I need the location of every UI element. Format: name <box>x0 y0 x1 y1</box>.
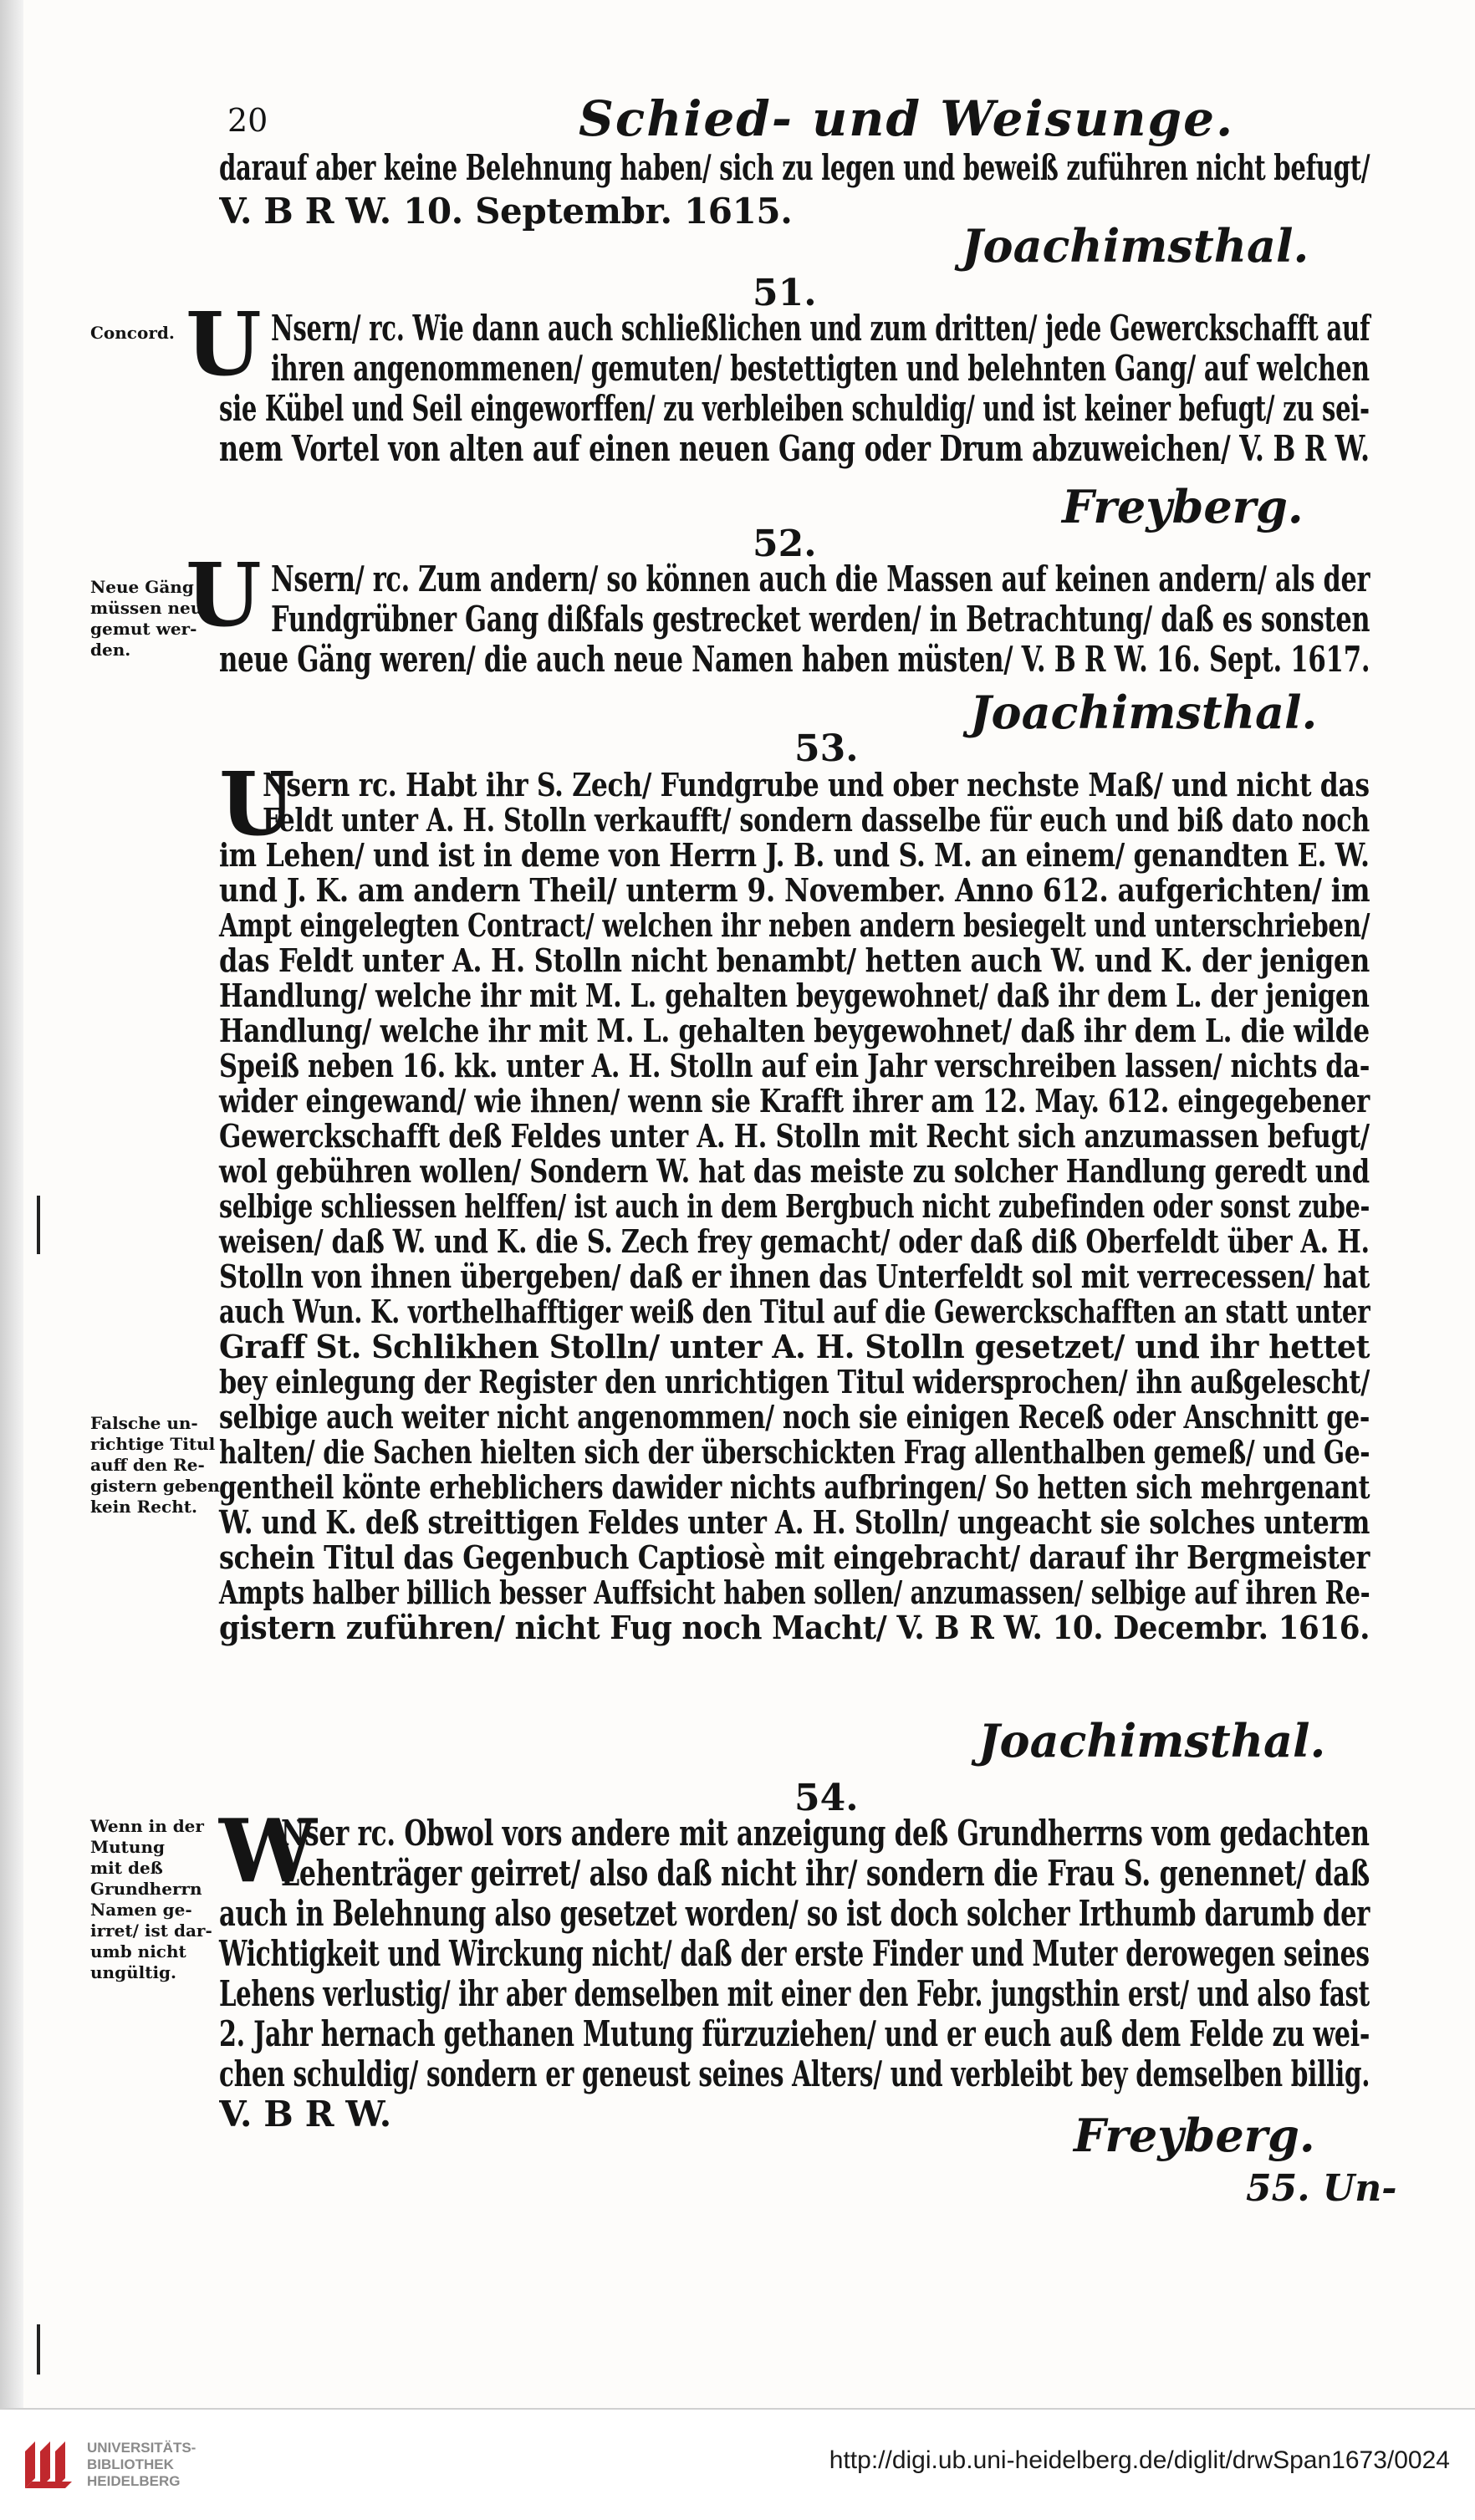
margin-note-line: kein Recht. <box>90 1497 197 1517</box>
text-line: Stolln von ihnen übergeben/ daß er ihnen das Unterfeldt sol mit verrecessen/ hat <box>219 1257 1370 1295</box>
text-line: sie Kübel und Seil eingeworffen/ zu verbleiben schuldig/ und ist keiner befugt/ zu sei- <box>219 388 1370 429</box>
text-line: W. und K. deß streittigen Feldes unter A. H. Stolln/ ungeacht sie solches unterm <box>219 1503 1370 1541</box>
text-line: Feldt unter A. H. Stolln verkaufft/ sondern dasselbe für euch und biß dato noch <box>263 801 1370 839</box>
text-line: ihren angenommenen/ gemuten/ bestettigten und belehnten Gang/ auf welchen <box>271 348 1370 389</box>
margin-note-line: gemut wer- <box>90 619 197 639</box>
text-line: Nsern/ rc. Wie dann auch schließlichen und zum dritten/ jede Gewerckschafft auf <box>271 308 1370 349</box>
place-name: Freyberg. <box>1062 480 1304 533</box>
text-line: wider eingewand/ wie ihnen/ wenn sie Krafft ihrer am 12. May. 612. eingegebener <box>219 1082 1370 1120</box>
margin-note-line: Grundherrn <box>90 1879 202 1899</box>
catchword: 55. Un- <box>1246 2167 1397 2210</box>
margin-note-line: umb nicht <box>90 1941 186 1961</box>
text-line: neue Gäng weren/ die auch neue Namen haben müsten/ V. B R W. 16. Sept. 1617. <box>219 639 1370 680</box>
margin-note-line: ungültig. <box>90 1962 176 1982</box>
running-title: Schied- und Weisunge. <box>579 90 1235 147</box>
drop-cap: U <box>219 752 295 855</box>
drop-cap: W <box>219 1799 317 1902</box>
margin-note-line: auff den Re- <box>90 1455 205 1475</box>
margin-note-line: mit deß <box>90 1858 163 1878</box>
margin-note-line: Wenn in der <box>90 1816 204 1836</box>
margin-note-line: den. <box>90 640 131 660</box>
footer-bar <box>0 2408 1475 2520</box>
text-line: Handlung/ welche ihr mit M. L. gehalten beygewohnet/ daß ihr dem L. die wilde <box>219 1012 1370 1049</box>
place-name: Joachimsthal. <box>962 219 1309 273</box>
text-line: auch Wun. K. vorthelhafftiger weiß den Titul auf die Gewerckschafften an statt unter <box>219 1293 1370 1330</box>
text-line: Handlung/ welche ihr mit M. L. gehalten beygewohnet/ daß ihr dem L. der jenigen <box>219 977 1370 1014</box>
entry-number: 53. <box>794 727 859 770</box>
text-line: weisen/ daß W. und K. die S. Zech frey gemacht/ oder daß diß Oberfeldt über A. H. <box>219 1222 1370 1260</box>
text-line: selbige schliessen helffen/ ist auch in dem Bergbuch nicht zubefinden oder sonst zube- <box>219 1187 1370 1225</box>
margin-note-line: gistern geben <box>90 1476 220 1496</box>
margin-note-line: Concord. <box>90 323 175 343</box>
place-name: Freyberg. <box>1074 2109 1315 2162</box>
text-line: auch in Belehnung also gesetzet worden/ so ist doch solcher Irthumb darumb der <box>219 1893 1370 1934</box>
margin-note-line: Mutung <box>90 1837 165 1857</box>
text-line: nem Vortel von alten auf einen neuen Gang oder Drum abzuweichen/ V. B R W. <box>219 428 1370 469</box>
library-name-line: HEIDELBERG <box>87 2473 181 2489</box>
library-logo-icon <box>18 2435 79 2495</box>
entry-number: 52. <box>753 523 817 565</box>
library-name-line: UNIVERSITÄTS- <box>87 2440 196 2456</box>
text-line: gistern zuführen/ nicht Fug noch Macht/ V. B R W. 10. Decembr. 1616. <box>219 1609 1370 1646</box>
text-line: Ampts halber billich besser Auffsicht haben sollen/ anzumassen/ selbige auf ihren Re- <box>219 1574 1370 1611</box>
drop-cap: U <box>186 293 262 395</box>
place-name: Joachimsthal. <box>978 1714 1326 1768</box>
text-line: gentheil könte erheblichers dawider nichts aufbringen/ So hetten sich mehrgenant <box>219 1468 1370 1506</box>
text-line: Speiß neben 16. kk. unter A. H. Stolln auf ein Jahr verschreiben lassen/ nichts da- <box>219 1047 1370 1084</box>
library-name <box>87 2440 196 2490</box>
text-line: Fundgrübner Gang dißfals gestrecket werden/ in Betrachtung/ daß es sonsten <box>271 599 1370 640</box>
text-line: Wichtigkeit und Wirckung nicht/ daß der erste Finder und Muter derowegen seines <box>219 1933 1370 1974</box>
text-line: im Lehen/ und ist in deme von Herrn J. B. und S. M. an einem/ genandten E. W. <box>219 836 1370 874</box>
text-line: Ampt eingelegten Contract/ welchen ihr neben andern besiegelt und unterschrieben/ <box>219 906 1370 944</box>
source-url-link[interactable]: http://digi.ub.uni-heidelberg.de/diglit/drwSpan1673/0024 <box>829 2446 1450 2474</box>
margin-note <box>90 577 214 661</box>
page-number: 20 <box>227 102 268 139</box>
entry-number: 51. <box>753 272 817 314</box>
library-name-line: BIBLIOTHEK <box>87 2456 174 2472</box>
text-line: Nsern/ rc. Zum andern/ so können auch die Massen auf keinen andern/ als der <box>271 559 1370 599</box>
text-line: Nsern rc. Habt ihr S. Zech/ Fundgrube und ober nechste Maß/ und nicht das <box>263 766 1370 803</box>
text-line: chen schuldig/ sondern er geneust seines Alters/ und verbleibt bey demselben billig. <box>219 2053 1370 2094</box>
margin-note <box>90 323 214 344</box>
text-line: selbige auch weiter nicht angenommen/ noch sie einigen Receß oder Anschnitt ge- <box>219 1398 1370 1436</box>
margin-note <box>90 1816 214 1983</box>
margin-note <box>90 1413 220 1518</box>
margin-note-line: irret/ ist dar- <box>90 1921 212 1941</box>
margin-note-line: müssen neu <box>90 598 203 618</box>
margin-mark <box>37 1196 40 1254</box>
text-line: Nser rc. Obwol vors andere mit anzeigung deß Grundherrns vom gedachten <box>281 1813 1370 1854</box>
text-line: wol gebühren wollen/ Sondern W. hat das meiste zu solcher Handlung geredt und <box>219 1152 1370 1190</box>
margin-note-line: Falsche un- <box>90 1413 198 1433</box>
margin-note-line: Neue Gäng <box>90 577 194 597</box>
text-line: das Feldt unter A. H. Stolln nicht benambt/ hetten auch W. und K. der jenigen <box>219 941 1370 979</box>
drop-cap: U <box>186 543 262 646</box>
text-line: halten/ die Sachen hielten sich der überschickten Frag allenthalben gemeß/ und Ge- <box>219 1433 1370 1471</box>
text-line: Gewerckschafft deß Feldes unter A. H. Stolln mit Recht sich anzumassen befugt/ <box>219 1117 1370 1155</box>
text-line: Lehens verlustig/ ihr aber demselben mit einer den Febr. jungsthin erst/ und also fast <box>219 1973 1370 2014</box>
text-line: bey einlegung der Register den unrichtigen Titul widersprochen/ ihn außgelescht/ <box>219 1363 1370 1400</box>
place-name: Joachimsthal. <box>970 686 1318 739</box>
text-line: und J. K. am andern Theil/ unterm 9. November. Anno 612. aufgerichten/ im <box>219 871 1370 909</box>
text-line: darauf aber keine Belehnung haben/ sich zu legen und beweiß zuführen nicht befugt/ <box>219 147 1370 188</box>
margin-note-line: Namen ge- <box>90 1900 192 1920</box>
text-line: 2. Jahr hernach gethanen Mutung fürzuziehen/ und er euch auß dem Felde zu wei- <box>219 2013 1370 2054</box>
entry-number: 54. <box>794 1777 859 1819</box>
margin-note-line: richtige Titul <box>90 1434 216 1454</box>
text-line: V. B R W. <box>219 2095 391 2134</box>
text-line: Lehenträger geirret/ also daß nicht ihr/ sondern die Frau S. genennet/ daß <box>281 1853 1370 1894</box>
text-line: V. B R W. 10. Septembr. 1615. <box>219 191 793 231</box>
margin-mark <box>37 2324 40 2375</box>
text-line: Graff St. Schlikhen Stolln/ unter A. H. Stolln gesetzet/ und ihr hettet <box>219 1328 1370 1365</box>
text-line: schein Titul das Gegenbuch Captiosè mit eingebracht/ darauf ihr Bergmeister <box>219 1538 1370 1576</box>
page-edge <box>0 0 23 2408</box>
